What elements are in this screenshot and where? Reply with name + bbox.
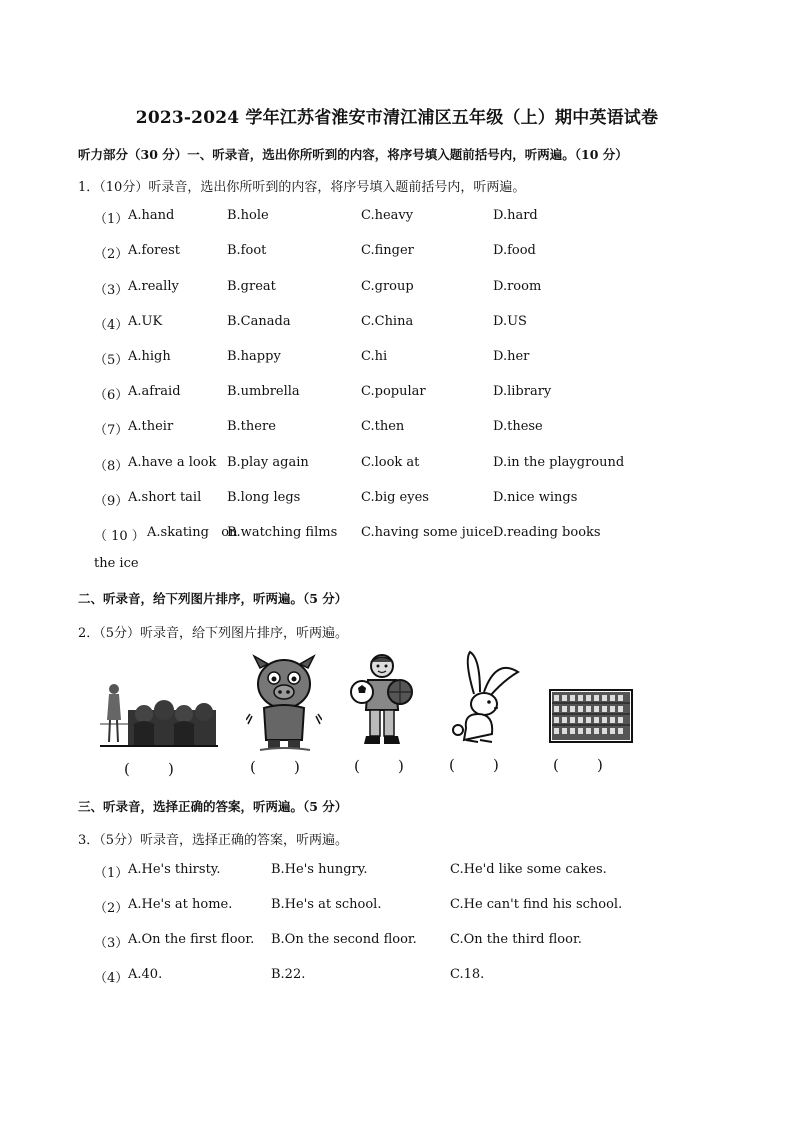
option-d: D.nice wings [493, 490, 578, 505]
option-a: A.40. [128, 967, 163, 982]
q1-row-9 [0, 490, 794, 510]
question-2-stem: 2．（5分）听录音，给下列图片排序，听两遍。 [78, 626, 349, 641]
rabbit-picture [444, 650, 522, 748]
option-c: C.hi [361, 349, 388, 364]
option-d: D.US [493, 314, 527, 329]
option-a: A.afraid [128, 384, 181, 399]
q1-row-10 [0, 525, 794, 545]
item-number: （6） [94, 388, 129, 403]
option-a: A.high [128, 349, 171, 364]
option-d: D.library [493, 384, 552, 399]
option-a: A.He's at home. [128, 897, 233, 912]
option-b: B.there [227, 419, 276, 434]
q3-row-4 [0, 967, 794, 987]
question-3-stem: 3．（5分）听录音，选择正确的答案，听两遍。 [78, 833, 349, 848]
option-d: D.food [493, 243, 536, 258]
option-b: B.umbrella [227, 384, 300, 399]
option-c: C.On the third floor. [450, 932, 582, 947]
item-number: （3） [94, 283, 129, 298]
answer-blank-1[interactable]: ( ) [124, 760, 174, 778]
option-c: C.18. [450, 967, 485, 982]
item-number: （5） [94, 353, 129, 368]
option-a: A.forest [128, 243, 180, 258]
option-a: A.He's thirsty. [128, 862, 221, 877]
item-number: （8） [94, 459, 129, 474]
answer-blank-2[interactable]: ( ) [250, 758, 300, 776]
item-number: （1） [94, 212, 129, 227]
answer-blank-4[interactable]: ( ) [449, 756, 499, 774]
option-c: C.China [361, 314, 414, 329]
item-number: （4） [94, 318, 129, 333]
option-b: B.long legs [227, 490, 301, 505]
option-c: C.having some juice [361, 525, 494, 540]
option-d: D.in the playground [493, 455, 625, 470]
option-c: C.finger [361, 243, 414, 258]
option-a: A.UK [128, 314, 163, 329]
option-b: B.Canada [227, 314, 291, 329]
option-b: B.hole [227, 208, 269, 223]
exam-title: 2023-2024 学年江苏省淮安市清江浦区五年级（上）期中英语试卷 [135, 108, 659, 128]
option-b: B.22. [271, 967, 306, 982]
q3-row-1 [0, 862, 794, 882]
option-c: C.heavy [361, 208, 414, 223]
option-d: D.reading books [493, 525, 601, 540]
option-a: A.hand [128, 208, 175, 223]
option-b: B.great [227, 279, 276, 294]
option-b: B.He's hungry. [271, 862, 368, 877]
item-number: （1） [94, 866, 129, 881]
option-a: A.their [128, 419, 174, 434]
building-picture [548, 688, 634, 744]
option-b: B.On the second floor. [271, 932, 417, 947]
option-c: C.He can't find his school. [450, 897, 623, 912]
q1-row-3 [0, 279, 794, 299]
question-1-stem: 1．（10分）听录音，选出你所听到的内容，将序号填入题前括号内，听两遍。 [78, 180, 526, 195]
q1-row-7 [0, 419, 794, 439]
option-d: D.her [493, 349, 530, 364]
q1-row-5 [0, 349, 794, 369]
option-a: A.have a look [128, 455, 217, 470]
option-d: D.these [493, 419, 543, 434]
q1-row-6 [0, 384, 794, 404]
option-b: B.foot [227, 243, 267, 258]
item-number: （7） [94, 423, 129, 438]
option-b: B.play again [227, 455, 309, 470]
q3-row-3 [0, 932, 794, 952]
option-a: A.really [128, 279, 179, 294]
q1-row-10-continuation: the ice [94, 556, 139, 571]
option-c: C.He'd like some cakes. [450, 862, 607, 877]
boy-with-ball-picture [348, 652, 416, 746]
part1-header: 听力部分（30 分）一、听录音，选出你所听到的内容，将序号填入题前括号内，听两遍。（10 分） [78, 147, 628, 162]
option-c: C.group [361, 279, 414, 294]
q1-row-1 [0, 208, 794, 228]
option-c: C.look at [361, 455, 420, 470]
q1-row-4 [0, 314, 794, 334]
option-c: C.then [361, 419, 405, 434]
family-group-picture [100, 680, 218, 748]
pig-character-picture [246, 654, 322, 754]
item-number: （2） [94, 247, 129, 262]
item-number: （2） [94, 901, 129, 916]
option-d: D.hard [493, 208, 538, 223]
option-b: B.happy [227, 349, 281, 364]
option-b: B.watching films [227, 525, 338, 540]
option-c: C.popular [361, 384, 426, 399]
option-a: A.short tail [128, 490, 202, 505]
q1-row-8 [0, 455, 794, 475]
part2-header: 二、听录音，给下列图片排序，听两遍。（5 分） [78, 591, 348, 606]
option-d: D.room [493, 279, 542, 294]
q1-row-2 [0, 243, 794, 263]
option-c: C.big eyes [361, 490, 429, 505]
item-number: （3） [94, 936, 129, 951]
q3-row-2 [0, 897, 794, 917]
option-a: A.skating on [147, 525, 238, 540]
option-b: B.He's at school. [271, 897, 382, 912]
option-a: A.On the first floor. [128, 932, 255, 947]
item-number: （ 10 ） [94, 529, 145, 544]
item-number: （9） [94, 494, 129, 509]
answer-blank-5[interactable]: ( ) [553, 756, 603, 774]
item-number: （4） [94, 971, 129, 986]
answer-blank-3[interactable]: ( ) [354, 757, 404, 775]
part3-header: 三、听录音，选择正确的答案，听两遍。（5 分） [78, 799, 348, 814]
